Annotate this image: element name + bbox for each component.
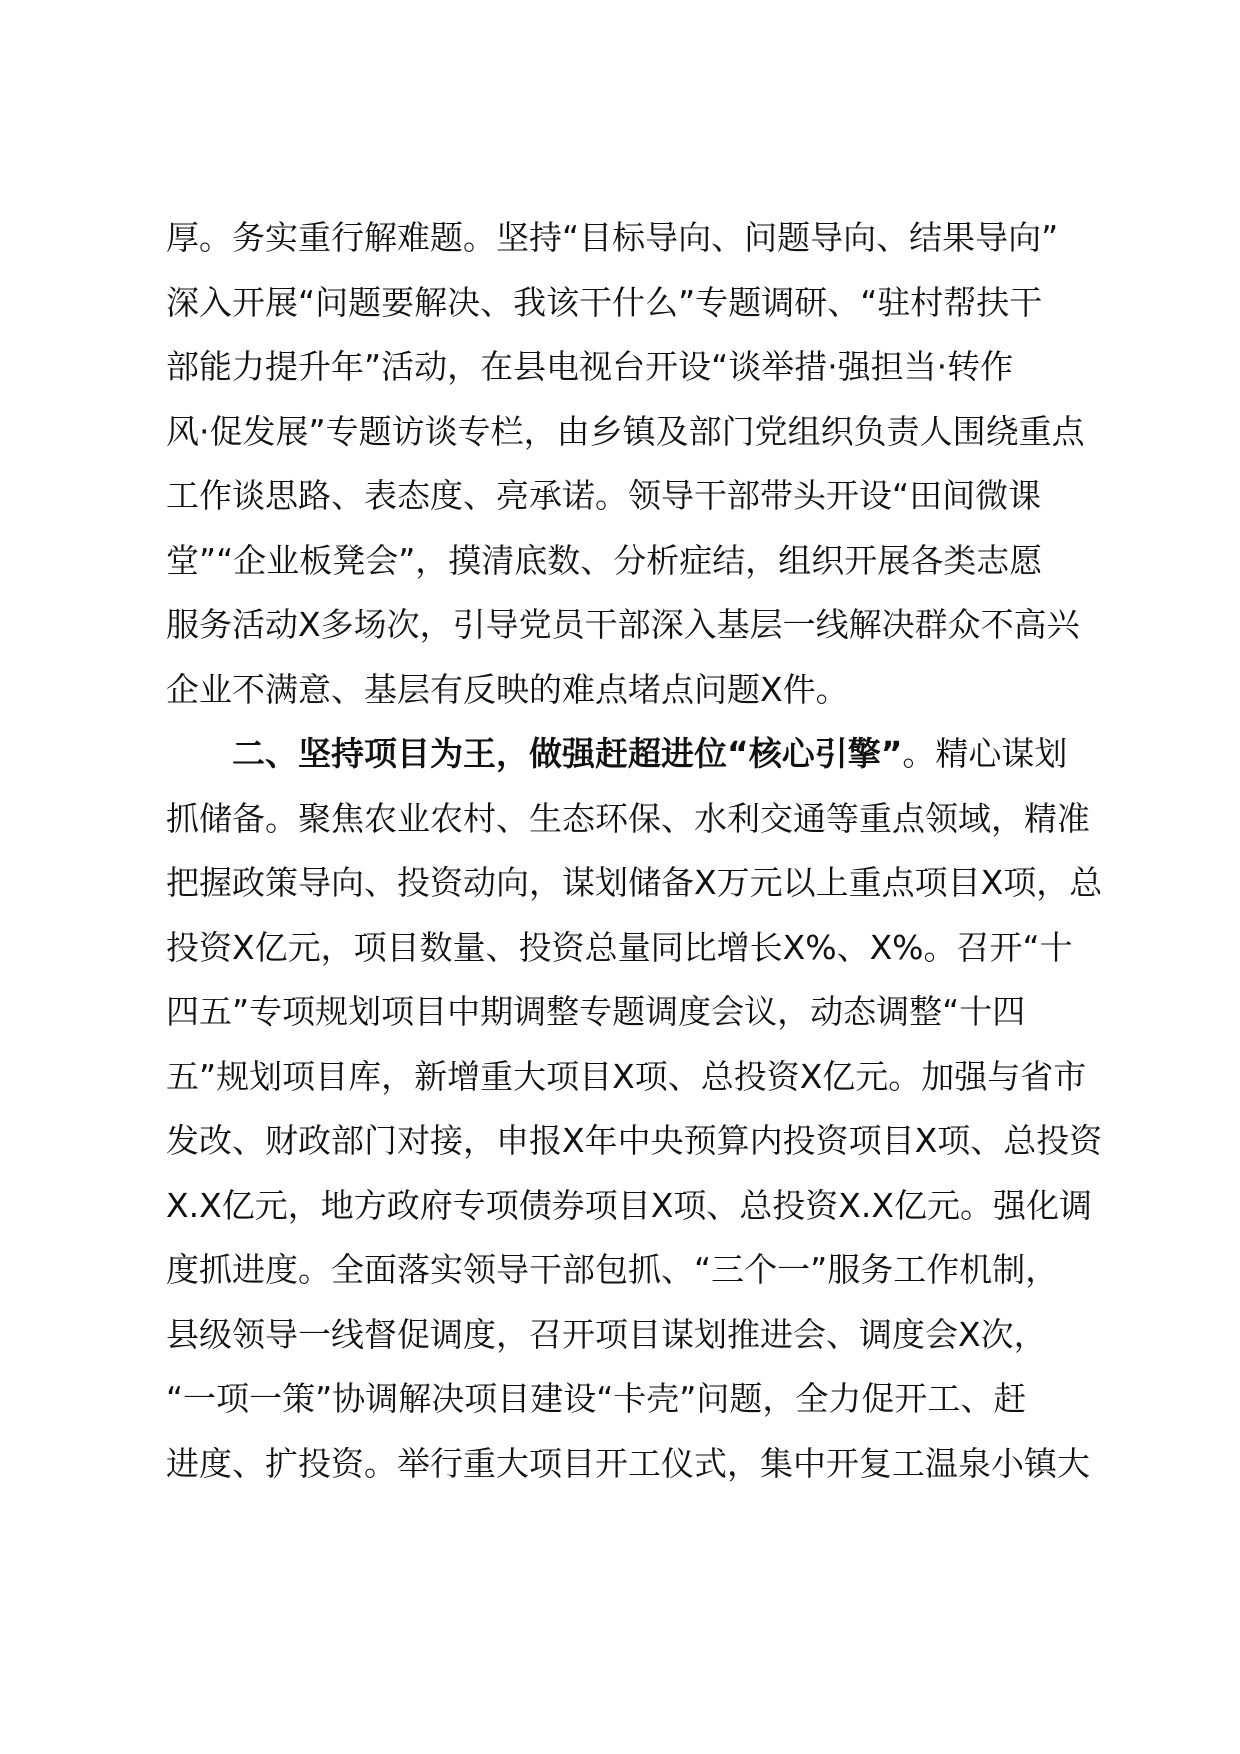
text-line: 抓储备。聚焦农业农村、生态环保、水利交通等重点领域，精准 (166, 798, 1090, 838)
text-line: 进度、扩投资。举行重大项目开工仪式，集中开复工温泉小镇大 (166, 1443, 1090, 1483)
section-heading-line (166, 722, 1106, 787)
text-line: 发改、财政部门对接，申报X年中央预算内投资项目X项、总投资 (166, 1121, 1103, 1160)
text-line: 度抓进度。全面落实领导干部包抓、“三个一”服务工作机制， (166, 1250, 1059, 1289)
text-line: 风·促发展”专题访谈专栏，由乡镇及部门党组织负责人围绕重点 (166, 411, 1085, 451)
body-text (166, 206, 1106, 1496)
text-line: 堂”“企业板凳会”，摸清底数、分析症结，组织开展各类志愿 (166, 540, 1043, 580)
text-line: 部能力提升年”活动，在县电视台开设“谈举措·强担当·转作 (166, 347, 1014, 386)
text-line: 县级领导一线督促调度，召开项目谋划推进会、调度会X次， (166, 1314, 1047, 1354)
text-line: X.X亿元，地方政府专项债券项目X项、总投资X.X亿元。强化调 (166, 1185, 1093, 1225)
text-line: 深入开展“问题要解决、我该干什么”专题调研、“驻村帮扶干 (166, 282, 1043, 322)
section-heading: 二、坚持项目为王，做强赶超进位“核心引擎” (232, 734, 903, 773)
text-line: 五”规划项目库，新增重大项目X项、总投资X亿元。加强与省市 (166, 1056, 1087, 1096)
text-line: 企业不满意、基层有反映的难点堵点问题X件。 (166, 669, 849, 709)
text-line: 投资X亿元，项目数量、投资总量同比增长X%、X%。召开“十 (166, 927, 1073, 967)
text-line: 工作谈思路、表态度、亮承诺。领导干部带头开设“田间微课 (166, 476, 1042, 515)
text-line: 把握政策导向、投资动向，谋划储备X万元以上重点项目X项，总 (166, 863, 1103, 902)
text-line: 四五”专项规划项目中期调整专题调度会议，动态调整“十四 (166, 992, 1026, 1031)
section-heading-continuation: 。精心谋划 (902, 734, 1068, 773)
text-line: “一项一策”协调解决项目建设“卡壳”问题，全力促开工、赶 (166, 1379, 1027, 1418)
text-line: 厚。务实重行解难题。坚持“目标导向、问题导向、结果导向” (166, 218, 1059, 257)
text-line: 服务活动X多场次，引导党员干部深入基层一线解决群众不高兴 (166, 605, 1080, 644)
